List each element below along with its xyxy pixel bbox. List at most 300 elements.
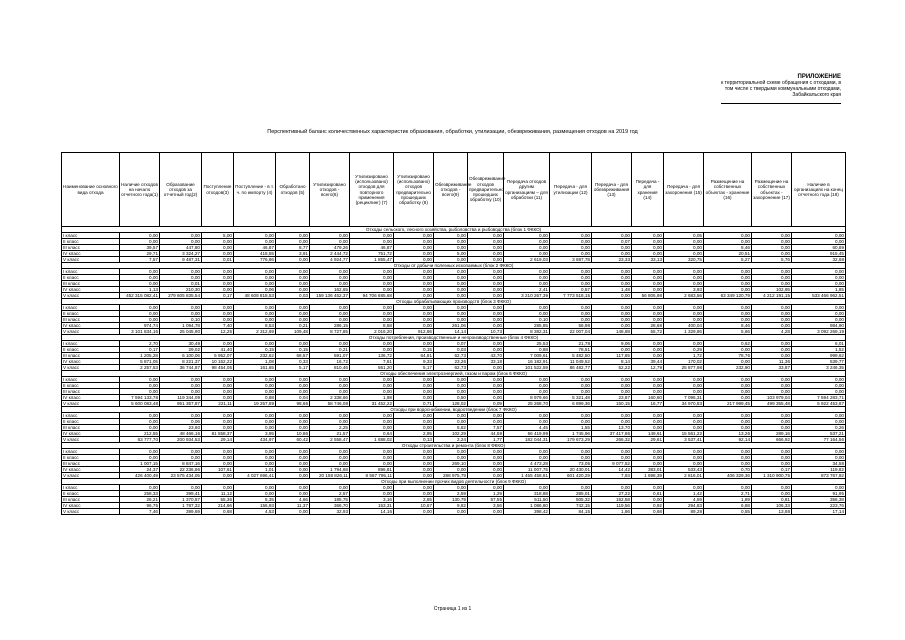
value-cell: 0,00 [394,377,434,383]
value-cell: 0,00 [632,239,664,245]
value-cell: 0,00 [792,485,846,491]
value-cell: 0,00 [394,467,434,473]
value-cell: 4,28 [752,329,792,335]
value-cell: 0,00 [120,383,160,389]
value-cell: 1,89 [704,497,752,503]
value-cell: 0,00 [160,239,202,245]
value-cell: 0,00 [468,509,504,515]
value-cell: 2 016,20 [350,329,394,335]
value-cell: 7 594 283,71 [792,395,846,401]
value-cell: 0,00 [120,311,160,317]
value-cell: 0,00 [276,467,310,473]
value-cell: 0,17 [120,347,160,353]
value-cell: 2 619,03 [504,257,550,263]
value-cell: 16 182,91 [504,359,550,365]
value-cell: 0,00 [468,347,504,353]
value-cell: 25 877,98 [664,365,704,371]
value-cell: 0,00 [310,317,350,323]
value-cell: 0,00 [394,251,434,257]
hazard-class-cell: I класс [62,449,120,455]
value-cell: 0,00 [504,239,550,245]
value-cell: 0,00 [350,275,394,281]
value-cell: 0,00 [468,269,504,275]
value-cell: 0,00 [350,269,394,275]
value-cell: 11 007,75 [504,467,550,473]
value-cell: 0,00 [120,455,160,461]
value-cell: 63 349 120,79 [704,293,752,299]
value-cell: 0,00 [310,485,350,491]
value-cell: 418,55 [234,251,276,257]
appendix-block [641,74,841,104]
value-cell: 0,00 [792,275,846,281]
value-cell: 0,00 [792,233,846,239]
value-cell: 0,33 [276,359,310,365]
value-cell: 0,00 [468,473,504,479]
value-cell: 561,20 [350,365,394,371]
value-cell: 23 575 434,05 [160,473,202,479]
value-cell: 73,05 [550,461,592,467]
value-cell: 7,61 [350,359,394,365]
value-cell: 0,00 [592,323,632,329]
value-cell: 1 698,39 [632,473,664,479]
value-cell: 0,00 [276,383,310,389]
value-cell: 0,00 [160,377,202,383]
value-cell: 19 257,89 [234,401,276,407]
value-cell: 0,00 [592,485,632,491]
value-cell: 0,00 [752,485,792,491]
value-cell: 0,00 [120,413,160,419]
value-cell: 0,00 [310,461,350,467]
value-cell: 0,00 [504,383,550,389]
value-cell: 0,00 [632,419,664,425]
value-cell: 43,70 [468,353,504,359]
table-row [62,401,846,407]
value-cell: 0,00 [632,497,664,503]
value-cell: 0,88 [234,395,276,401]
value-cell: 0,00 [592,455,632,461]
value-cell: 5 922 453,87 [792,401,846,407]
value-cell: 10,73 [468,329,504,335]
value-cell: 3,93 [664,287,704,293]
value-cell: 537,21 [792,431,846,437]
value-cell: 1 455 458,81 [504,473,550,479]
value-cell: 0,00 [468,305,504,311]
value-cell: 159 136 452,37 [310,293,350,299]
value-cell: 7,40 [202,323,234,329]
value-cell: 0,00 [468,389,504,395]
value-cell: 974,74 [120,323,160,329]
value-cell: 8,46 [704,323,752,329]
value-cell: 0,00 [632,275,664,281]
section-title: Отходы сельского, лесного хозяйства, рыболовства и рыбоводства (блок 1 ФККО) [62,227,846,233]
hazard-class-cell: II класс [62,419,120,425]
value-cell: 0,00 [350,491,394,497]
value-cell: 20 430,01 [550,467,592,473]
value-cell: 0,00 [350,413,394,419]
value-cell: 0,00 [664,485,704,491]
value-cell: 0,00 [276,455,310,461]
value-cell: 0,00 [394,269,434,275]
column-header: Образование отходов за отчетный год(2) [160,153,202,227]
value-cell: 0,00 [394,317,434,323]
value-cell: 0,00 [752,233,792,239]
hazard-class-cell: IV класс [62,395,120,401]
value-cell: 1,52 [792,347,846,353]
value-cell: 0,00 [310,239,350,245]
value-cell: 0,00 [592,275,632,281]
value-cell: 0,00 [434,413,468,419]
value-cell: 0,00 [468,449,504,455]
value-cell: 0,00 [504,281,550,287]
value-cell: 185,75 [310,497,350,503]
hazard-class-cell: I класс [62,233,120,239]
value-cell: 0,00 [468,377,504,383]
appendix-line: к территориальной схеме обращения с отходами, в [721,80,841,86]
value-cell: 1,01 [234,467,276,473]
hazard-class-cell: V класс [62,437,120,443]
value-cell: 0,00 [394,233,434,239]
section-title: Отходы обрабатывающих производств (блок 3 ФККО) [62,299,846,305]
value-cell: 8 382,31 [504,329,550,335]
value-cell: 52,22 [592,365,632,371]
value-cell: 78,51 [550,347,592,353]
value-cell: 0,00 [350,377,394,383]
value-cell: 232,62 [234,353,276,359]
value-cell: 0,00 [202,287,234,293]
value-cell: 0,81 [752,497,792,503]
value-cell: 221,11 [202,401,234,407]
value-cell: 479,26 [310,245,350,251]
value-cell: 60,89 [792,245,846,251]
value-cell: 0,00 [350,311,394,317]
value-cell: 58 746,08 [310,401,350,407]
column-header: Передача - для утилизации (12) [550,153,592,227]
value-cell: 2,70 [120,341,160,347]
value-cell: 0,00 [310,269,350,275]
value-cell: 0,00 [592,251,632,257]
value-cell: 0,00 [550,281,592,287]
value-cell: 0,00 [160,449,202,455]
value-cell: 0,00 [350,425,394,431]
value-cell: 984,90 [792,323,846,329]
value-cell: 32,68 [792,257,846,263]
value-cell: 0,00 [550,275,592,281]
value-cell: 0,00 [202,239,234,245]
value-cell: 0,00 [664,245,704,251]
value-cell: 0,00 [394,293,434,299]
value-cell: 0,03 [276,293,310,299]
value-cell: 13,70 [592,425,632,431]
value-cell: 0,00 [704,485,752,491]
value-cell: 0,00 [160,275,202,281]
value-cell: 4,66 [276,497,310,503]
value-cell: 0,01 [160,281,202,287]
value-cell: 0,00 [234,449,276,455]
value-cell: 32,93 [310,509,350,515]
value-cell: 0,00 [276,341,310,347]
value-cell: 2,95 [394,431,434,437]
value-cell: 0,00 [394,287,434,293]
value-cell: 0,00 [592,305,632,311]
value-cell: 0,00 [550,389,592,395]
value-cell: 20,51 [704,251,752,257]
value-cell: 11,37 [276,503,310,509]
value-cell: 0,00 [550,305,592,311]
value-cell: 63 777,70 [120,437,160,443]
value-cell: 0,00 [792,419,846,425]
value-cell: 0,00 [276,389,310,395]
value-cell: 0,00 [468,383,504,389]
value-cell: 0,00 [234,413,276,419]
value-cell: 8 979,66 [504,395,550,401]
value-cell: 0,00 [752,389,792,395]
value-cell: 0,00 [704,455,752,461]
value-cell: 0,00 [160,455,202,461]
value-cell: 0,00 [234,311,276,317]
value-cell: 0,00 [664,383,704,389]
value-cell: 0,00 [160,311,202,317]
value-cell: 0,00 [632,383,664,389]
value-cell: 0,50 [434,395,468,401]
value-cell: 0,00 [202,455,234,461]
appendix-line: Забайкальского края [792,92,841,98]
value-cell: 7 096,31 [664,395,704,401]
value-cell: 0,00 [160,383,202,389]
value-cell: 9,06 [592,341,632,347]
value-cell: 0,00 [632,347,664,353]
value-cell: 288 975,79 [434,473,468,479]
value-cell: 447,80 [160,245,202,251]
value-cell: 0,01 [202,257,234,263]
value-cell: 0,10 [504,317,550,323]
column-header: Обработано отходов (5) [276,153,310,227]
value-cell: 8,14 [592,359,632,365]
value-cell: 0,00 [202,311,234,317]
value-cell: 0,00 [504,311,550,317]
value-cell: 214,66 [202,503,234,509]
value-cell: 0,00 [310,389,350,395]
value-cell: 23,60 [160,425,202,431]
value-cell: 7,57 [120,257,160,263]
value-cell: 0,15 [276,347,310,353]
value-cell: 398,42 [504,509,550,515]
value-cell: 0,00 [394,485,434,491]
column-header: Поступление отходов(3) [202,153,234,227]
value-cell: 0,00 [468,293,504,299]
value-cell: 0,00 [310,377,350,383]
value-cell: 0,00 [632,377,664,383]
value-cell: 0,00 [504,269,550,275]
value-cell: 873 767,92 [792,473,846,479]
value-cell: 0,00 [550,413,592,419]
value-cell: 48 466,16 [160,431,202,437]
value-cell: 13,68 [752,509,792,515]
value-cell: 0,00 [592,245,632,251]
hazard-class-cell: V класс [62,293,120,299]
value-cell: 0,00 [276,233,310,239]
value-cell: 0,00 [704,317,752,323]
value-cell: 0,00 [202,461,234,467]
value-cell: 0,00 [350,347,394,353]
value-cell: 0,00 [120,281,160,287]
value-cell: 0,00 [202,245,234,251]
value-cell: 0,00 [752,425,792,431]
value-cell: 912,86 [394,329,434,335]
value-cell: 0,00 [394,455,434,461]
value-cell: 0,00 [752,269,792,275]
value-cell: 0,00 [434,449,468,455]
value-cell: 0,00 [704,461,752,467]
value-cell: 0,00 [468,317,504,323]
value-cell: 0,00 [234,305,276,311]
value-cell: 46,87 [350,245,394,251]
value-cell: 0,00 [664,305,704,311]
value-cell: 119 344,09 [160,395,202,401]
value-cell: 33,13 [632,257,664,263]
value-cell: 0,00 [310,305,350,311]
value-cell: 0,00 [468,455,504,461]
value-cell: 77 164,56 [792,437,846,443]
value-cell: 406 329,36 [704,473,752,479]
value-cell: 92,14 [704,437,752,443]
value-cell: 0,00 [434,509,468,515]
value-cell: 5,66 [704,329,752,335]
value-cell: 5,76 [752,257,792,263]
hazard-class-cell: III класс [62,281,120,287]
value-cell: 0,00 [632,485,664,491]
value-cell: 160,60 [632,395,664,401]
value-cell: 3 101 834,16 [120,329,160,335]
hazard-class-cell: V класс [62,365,120,371]
value-cell: 0,00 [752,461,792,467]
value-cell: 1,42 [664,491,704,497]
value-cell: 0,00 [468,413,504,419]
value-cell: 951 357,87 [160,401,202,407]
value-cell: 0,00 [234,383,276,389]
value-cell: 0,00 [434,245,468,251]
value-cell: 0,00 [350,281,394,287]
value-cell: 0,00 [592,449,632,455]
value-cell: 78,76 [704,353,752,359]
value-cell: 25,53 [504,341,550,347]
value-cell: 48 608 818,53 [234,293,276,299]
value-cell: 0,00 [276,305,310,311]
value-cell: 0,00 [752,449,792,455]
value-cell: 161,65 [234,365,276,371]
column-header: Утилизировано (использовано) отходов предварительно прошедших обработку (8) [394,153,434,227]
value-cell: 0,26 [792,425,846,431]
value-cell: 0,00 [434,455,468,461]
value-cell: 0,00 [504,413,550,419]
value-cell: 102,29 [434,431,468,437]
value-cell: 1 794,68 [310,467,350,473]
table-body [62,227,846,515]
value-cell: 12,79 [632,365,664,371]
value-cell: 200 934,53 [160,437,202,443]
value-cell: 0,68 [632,509,664,515]
value-cell: 39,44 [632,359,664,365]
value-cell: 23,87 [592,395,632,401]
value-cell: 999,62 [792,353,846,359]
value-cell: 0,00 [394,473,434,479]
value-cell: 156,93 [234,503,276,509]
value-cell: 0,00 [276,509,310,515]
value-cell: 533,43 [664,467,704,473]
value-cell: 0,00 [350,389,394,395]
value-cell: 0,00 [310,419,350,425]
value-cell: 0,00 [434,239,468,245]
value-cell: 0,00 [550,239,592,245]
value-cell: 2,71 [704,491,752,497]
value-cell: 150,15 [592,401,632,407]
value-cell: 0,00 [592,377,632,383]
column-header: Передача - для обезвреживания (13) [592,153,632,227]
value-cell: 101 522,59 [504,365,550,371]
value-cell: 0,00 [752,377,792,383]
value-cell: 36 744,87 [160,365,202,371]
value-cell: 0,00 [394,311,434,317]
value-cell: 0,00 [468,257,504,263]
balance-table [61,152,846,515]
value-cell: 0,00 [504,275,550,281]
value-cell: 57,55 [468,497,504,503]
value-cell: 0,00 [350,239,394,245]
value-cell: 64,81 [394,353,434,359]
value-cell: 0,00 [394,323,434,329]
value-cell: 0,00 [704,305,752,311]
value-cell: 0,00 [120,269,160,275]
value-cell: 0,00 [394,413,434,419]
value-cell: 0,00 [664,251,704,257]
value-cell: 0,00 [592,233,632,239]
value-cell: 0,00 [792,269,846,275]
value-cell: 1 370,57 [160,497,202,503]
value-cell: 0,00 [592,347,632,353]
value-cell: 55,72 [632,329,664,335]
value-cell: 0,00 [632,317,664,323]
value-cell: 41,40 [202,347,234,353]
column-header: Передача - для захоронения (15) [664,153,704,227]
value-cell: 0,00 [704,425,752,431]
value-cell: 0,00 [234,239,276,245]
value-cell: 0,00 [752,455,792,461]
value-cell: 810,46 [310,365,350,371]
value-cell: 0,64 [350,431,394,437]
value-cell: 8 727,85 [310,329,350,335]
value-cell: 3,56 [468,503,504,509]
value-cell: 0,00 [550,245,592,251]
value-cell: 25 268,70 [504,401,550,407]
value-cell: 318,88 [504,491,550,497]
value-cell: 0,00 [202,449,234,455]
value-cell: 751,72 [350,251,394,257]
value-cell: 4 212 191,15 [752,293,792,299]
value-cell: 1,98 [350,395,394,401]
value-cell: 0,00 [792,377,846,383]
value-cell: 0,00 [310,341,350,347]
value-cell: 0,00 [550,485,592,491]
value-cell: 0,07 [434,341,468,347]
value-cell: 0,00 [592,293,632,299]
value-cell: 3 210 267,39 [504,293,550,299]
value-cell: 2 257,53 [120,365,160,371]
section-title: Отходы при водоснабжении, водоотведении (блок 7 ФККО) [62,407,846,413]
value-cell: 1,55 [550,425,592,431]
value-cell: 0,00 [120,239,160,245]
value-cell: 533 466 962,51 [792,293,846,299]
column-header: Передача - для хранения (14) [632,153,664,227]
value-cell: 0,00 [664,275,704,281]
